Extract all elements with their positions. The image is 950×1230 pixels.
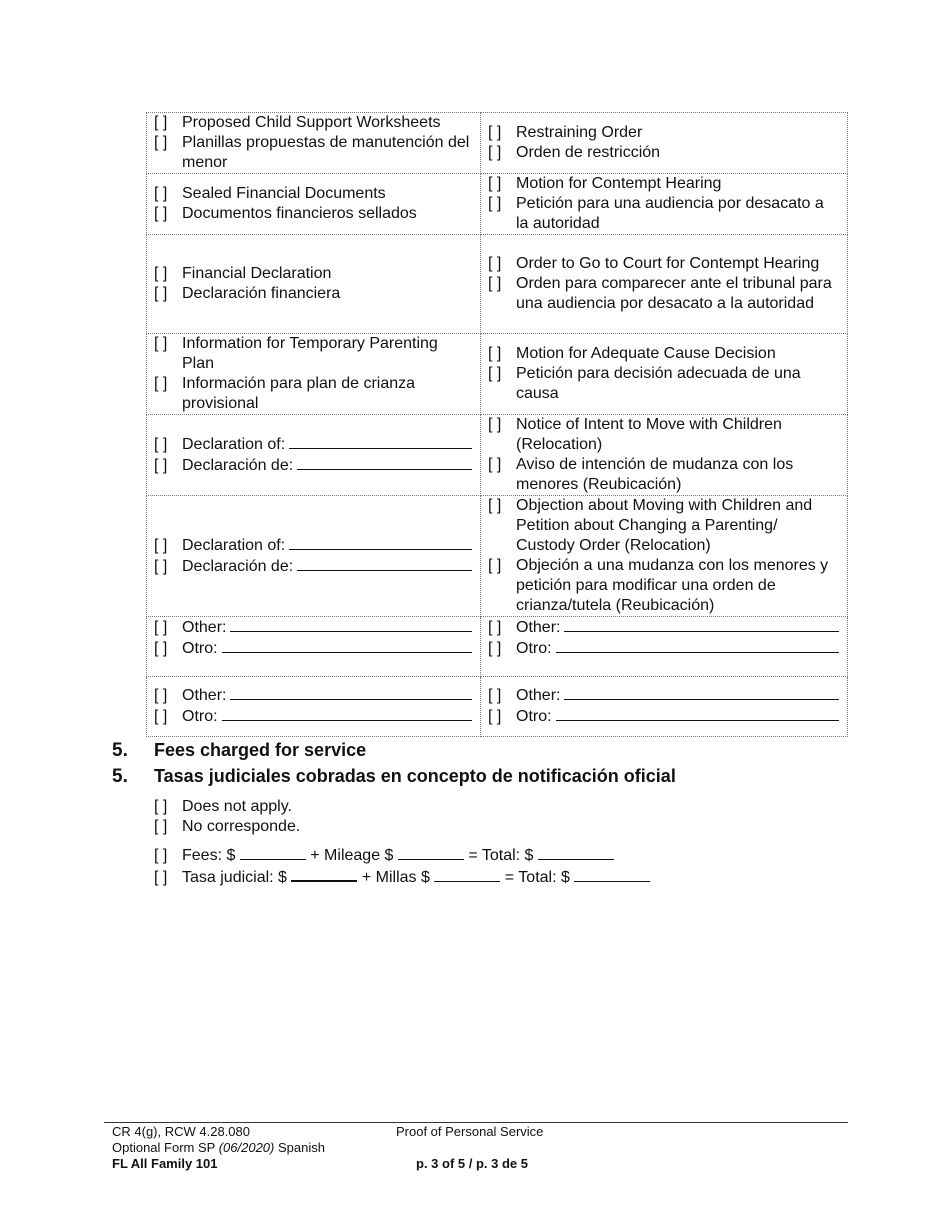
checkbox[interactable]: [ ] [488,557,502,574]
table-row [147,415,848,496]
table-cell [147,617,481,677]
other-field[interactable] [222,638,472,653]
section-title: Tasas judiciales cobradas en concepto de notificación oficial [154,766,676,786]
item-label: Other: [182,687,227,704]
table-cell [481,617,848,677]
table-cell [147,677,481,737]
checkbox[interactable]: [ ] [154,185,168,202]
mileage-label: + Mileage $ [310,847,394,864]
footer-title: Proof of Personal Service [396,1124,544,1139]
table-cell [481,235,848,334]
item-label: Financial Declaration [182,265,332,282]
item-label: Declaration of: [182,436,286,453]
checkbox[interactable]: [ ] [488,640,502,657]
item-label: Otro: [516,640,552,657]
item-label: Motion for Contempt Hearing [516,175,722,192]
checkbox[interactable]: [ ] [154,457,168,474]
checkbox[interactable]: [ ] [154,798,168,815]
checkbox[interactable]: [ ] [154,619,168,636]
item-label: Other: [516,687,561,704]
checkbox[interactable]: [ ] [154,869,168,886]
item-label: Other: [516,619,561,636]
item-label: Objeción a una mudanza con los menores y petición para modificar una orden de crianza/tutela (Reubicación) [516,557,829,614]
table-cell [147,113,481,174]
table-cell [481,113,848,174]
item-label: Otro: [516,708,552,725]
checkbox[interactable]: [ ] [154,436,168,453]
declaration-name-field[interactable] [289,535,472,550]
fees-amount-field[interactable] [291,866,357,882]
item-label: Order to Go to Court for Contempt Hearing [516,255,820,272]
declaration-name-field[interactable] [297,455,472,470]
item-label: Orden para comparecer ante el tribunal para una audiencia por desacato a la autoridad [516,275,832,312]
table-row [147,334,848,415]
section-number: 5. [112,740,128,761]
checkbox[interactable]: [ ] [154,285,168,302]
total-label: = Total: $ [504,869,570,886]
option-label: Does not apply. [182,798,292,815]
checkbox[interactable]: [ ] [154,847,168,864]
item-label: Declaración financiera [182,285,341,302]
section-title: Fees charged for service [154,740,367,760]
checkbox[interactable]: [ ] [154,558,168,575]
item-label: Objection about Moving with Children and Petition about Changing a Parenting/ Custody Order (Relocation) [516,497,813,554]
checkbox[interactable]: [ ] [154,205,168,222]
total-amount-field[interactable] [574,867,650,882]
checkbox[interactable]: [ ] [488,124,502,141]
table-row [147,617,848,677]
other-field[interactable] [556,706,839,721]
table-cell [481,334,848,415]
other-field[interactable] [564,617,839,632]
checkbox[interactable]: [ ] [488,345,502,362]
table-row [147,496,848,617]
item-label: Information for Temporary Parenting Plan [182,335,438,372]
item-label: Otro: [182,640,218,657]
item-label: Declaration of: [182,537,286,554]
item-label: Sealed Financial Documents [182,185,386,202]
checkbox[interactable]: [ ] [488,416,502,433]
does-not-apply-option [154,797,300,837]
item-label: Notice of Intent to Move with Children (Relocation) [516,416,782,453]
table-cell [147,334,481,415]
other-field[interactable] [222,706,472,721]
checkbox[interactable]: [ ] [154,134,168,151]
item-label: Otro: [182,708,218,725]
checkbox[interactable]: [ ] [154,114,168,131]
item-label: Información para plan de crianza provisional [182,375,416,412]
checkbox[interactable]: [ ] [488,195,502,212]
table-row [147,235,848,334]
checkbox[interactable]: [ ] [154,375,168,392]
other-field[interactable] [230,685,472,700]
table-cell [481,496,848,617]
fees-label: Tasa judicial: $ [182,869,287,886]
checkbox[interactable]: [ ] [154,265,168,282]
checkbox[interactable]: [ ] [154,335,168,352]
page-number: p. 3 of 5 / p. 3 de 5 [416,1156,528,1171]
checkbox[interactable]: [ ] [488,619,502,636]
item-label: Petición para decisión adecuada de una causa [516,365,801,402]
checkbox[interactable]: [ ] [488,275,502,292]
item-label: Documentos financieros sellados [182,205,417,222]
table-cell [481,677,848,737]
footer-rule: CR 4(g), RCW 4.28.080 [112,1124,250,1139]
fees-label: Fees: $ [182,847,236,864]
other-field[interactable] [556,638,839,653]
item-label: Orden de restricción [516,144,661,161]
other-field[interactable] [230,617,472,632]
item-label: Proposed Child Support Worksheets [182,114,441,131]
table-cell [481,174,848,235]
item-label: Declaración de: [182,457,294,474]
table-cell [147,496,481,617]
declaration-name-field[interactable] [297,556,472,571]
item-label: Planillas propuestas de manutención del menor [182,134,470,171]
mileage-label: + Millas $ [361,869,430,886]
checkbox[interactable]: [ ] [488,497,502,514]
other-field[interactable] [564,685,839,700]
item-label: Petición para una audiencia por desacato a la autoridad [516,195,824,232]
checkbox[interactable]: [ ] [154,640,168,657]
mileage-amount-field[interactable] [434,867,500,882]
mileage-amount-field[interactable] [398,845,464,860]
table-cell [147,235,481,334]
checkbox[interactable]: [ ] [488,708,502,725]
item-label: Restraining Order [516,124,643,141]
fees-option [154,845,650,888]
total-label: = Total: $ [468,847,534,864]
checkbox[interactable]: [ ] [488,456,502,473]
item-label: Aviso de intención de mudanza con los menores (Reubicación) [516,456,794,493]
table-row [147,174,848,235]
item-label: Declaración de: [182,558,294,575]
checkbox[interactable]: [ ] [488,687,502,704]
option-label: No corresponde. [182,818,301,835]
footer-form: Optional Form SP (06/2020) Spanish [112,1140,325,1155]
item-label: Motion for Adequate Cause Decision [516,345,776,362]
section-heading-es [112,766,676,788]
checkbox[interactable]: [ ] [488,255,502,272]
footer-left [112,1124,325,1172]
table-cell [481,415,848,496]
total-amount-field[interactable] [538,845,614,860]
table-row [147,677,848,737]
checkbox[interactable]: [ ] [488,175,502,192]
table-cell [147,174,481,235]
table-row [147,113,848,174]
table-cell [147,415,481,496]
fees-amount-field[interactable] [240,845,306,860]
footer-form-id: FL All Family 101 [112,1156,218,1171]
declaration-name-field[interactable] [289,434,472,449]
section-number: 5. [112,766,128,787]
footer-divider [104,1122,848,1123]
checkbox[interactable]: [ ] [154,818,168,835]
checkbox[interactable]: [ ] [154,708,168,725]
checkbox[interactable]: [ ] [154,687,168,704]
item-label: Other: [182,619,227,636]
section-heading-en [112,740,366,762]
attachments-table [146,112,848,737]
checkbox[interactable]: [ ] [488,144,502,161]
checkbox[interactable]: [ ] [488,365,502,382]
checkbox[interactable]: [ ] [154,537,168,554]
